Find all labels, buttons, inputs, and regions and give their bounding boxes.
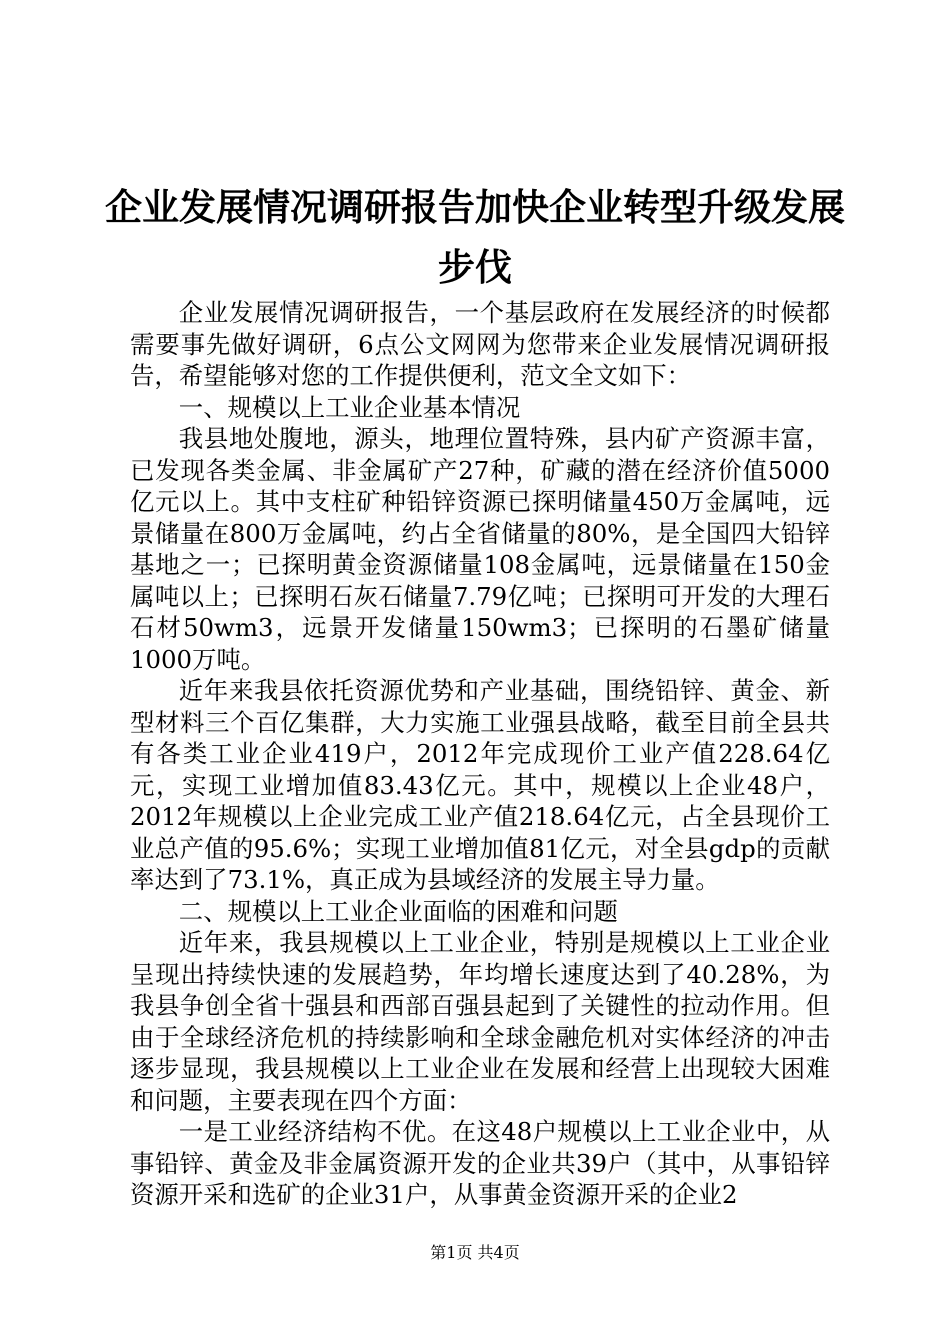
document-title-line-1: 企业发展情况调研报告加快企业转型升级发展 [105,186,845,229]
body-paragraph: 我县地处腹地，源头，地理位置特殊，县内矿产资源丰富，已发现各类金属、非金属矿产27种，矿藏的潜在经济价值5000亿元以上。其中支柱矿种铅锌资源已探明储量450万金属吨，远景储量在800万金属吨，约占全省储量的80%，是全国四大铅锌基地之一；已探明黄金资源储量108金属吨，远景储量在150金属吨以上；已探明石灰石储量7.79亿吨；已探明可开发的大理石石材50wm3，远景开发储量150wm3；已探明的石墨矿储量1000万吨。 [130,424,830,674]
page-footer: 第1页 共4页 [430,1243,520,1262]
body-paragraph: 一是工业经济结构不优。在这48户规模以上工业企业中，从事铅锌、黄金及非金属资源开发的企业共39户（其中，从事铅锌资源开采和选矿的企业31户，从事黄金资源开采的企业2 [130,1117,830,1209]
section-heading-1: 一、规模以上工业企业基本情况 [178,392,521,422]
body-paragraph: 近年来，我县规模以上工业企业，特别是规模以上工业企业呈现出持续快速的发展趋势，年均增长速度达到了40.28%，为我县争创全省十强县和西部百强县起到了关键性的拉动作用。但由于全球经济危机的持续影响和全球金融危机对实体经济的冲击逐步显现，我县规模以上工业企业在发展和经营上出现较大困难和问题，主要表现在四个方面： [130,928,830,1115]
body-paragraph: 近年来我县依托资源优势和产业基础，围绕铅锌、黄金、新型材料三个百亿集群，大力实施工业强县战略，截至目前全县共有各类工业企业419户，2012年完成现价工业产值228.64亿元，实现工业增加值83.43亿元。其中，规模以上企业48户，2012年规模以上企业完成工业产值218.64亿元，占全县现价工业总产值的95.6%；实现工业增加值81亿元，对全县gdp的贡献率达到了73.1%，真正成为县域经济的发展主导力量。 [130,676,830,894]
document-title-line-2: 步伐 [438,246,512,289]
intro-paragraph: 企业发展情况调研报告，一个基层政府在发展经济的时候都需要事先做好调研，6点公文网网为您带来企业发展情况调研报告，希望能够对您的工作提供便利，范文全文如下： [130,298,830,390]
document-body [130,297,830,1211]
section-heading-2: 二、规模以上工业企业面临的困难和问题 [178,896,618,926]
